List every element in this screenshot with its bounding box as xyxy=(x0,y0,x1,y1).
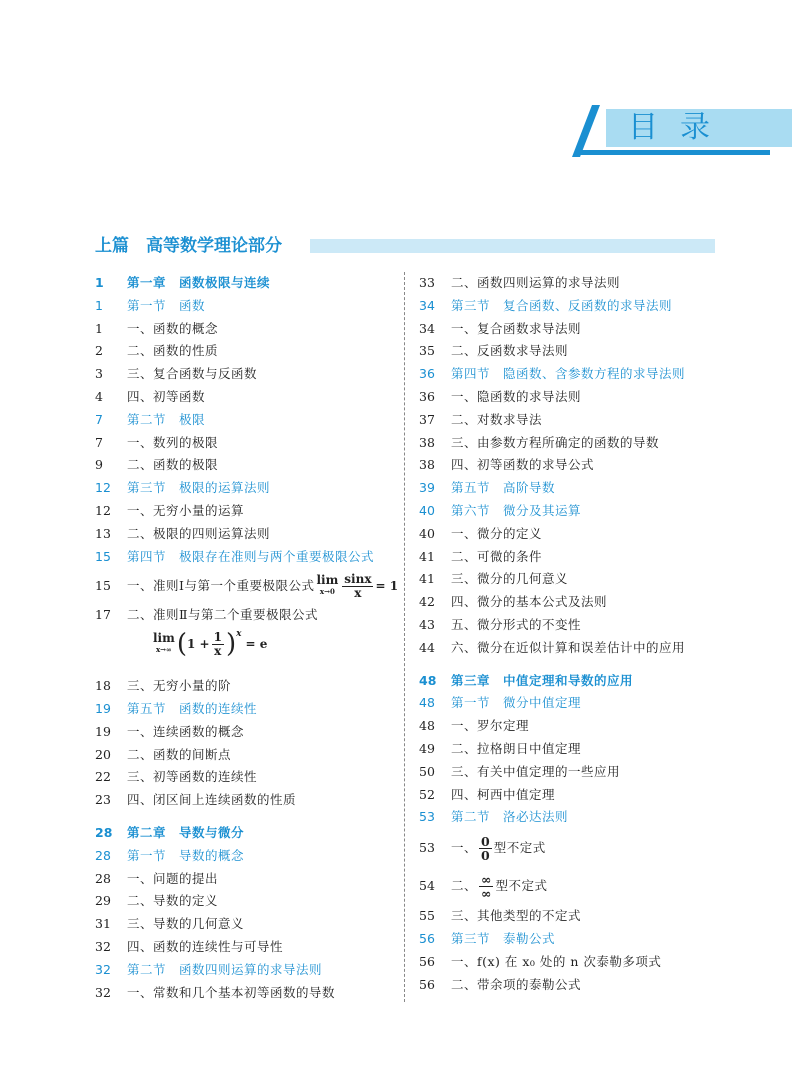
toc-page-number: 1 xyxy=(95,297,103,313)
toc-entry[interactable] xyxy=(419,829,719,867)
toc-entry-title: 二、函数四则运算的求导法则 xyxy=(451,275,621,290)
toc-entry[interactable] xyxy=(419,715,719,738)
toc-entry[interactable] xyxy=(95,386,395,409)
toc-entry-title: 一、数列的极限 xyxy=(127,434,219,450)
limit-formula-2 xyxy=(95,627,395,675)
toc-entry-title: 四、函数的连续性与可导性 xyxy=(127,938,284,954)
fraction xyxy=(479,835,492,862)
toc-entry-title: 三、微分的几何意义 xyxy=(451,571,569,587)
toc-entry-title: 一、连续函数的概念 xyxy=(127,723,245,739)
toc-entry-title: 第五节 函数的连续性 xyxy=(127,700,258,716)
toc-entry-title: 第一节 导数的概念 xyxy=(127,847,245,863)
toc-entry[interactable] xyxy=(419,363,719,386)
toc-entry[interactable] xyxy=(95,477,395,500)
toc-entry[interactable] xyxy=(419,614,719,637)
toc-entry[interactable] xyxy=(419,318,719,341)
toc-entry[interactable] xyxy=(95,890,395,913)
toc-page-number: 43 xyxy=(419,616,435,632)
toc-entry-title: 六、微分在近似计算和误差估计中的应用 xyxy=(451,639,686,655)
toc-entry[interactable] xyxy=(419,974,719,997)
title-underline xyxy=(580,150,770,155)
toc-entry-title: 三、其他类型的不定式 xyxy=(451,908,582,924)
toc-entry-title: 二、函数的性质 xyxy=(127,343,219,359)
toc-page-number: 41 xyxy=(419,571,435,587)
toc-entry[interactable] xyxy=(419,784,719,807)
toc-page-number: 7 xyxy=(95,434,103,450)
toc-page-number: 19 xyxy=(95,723,111,739)
toc-entry-title: 一、无穷小量的运算 xyxy=(127,502,245,518)
toc-entry-title: 二、反函数求导法则 xyxy=(451,343,569,359)
toc-entry-title: 二、准则Ⅱ与第二个重要极限公式 xyxy=(127,607,318,623)
toc-entry[interactable] xyxy=(95,675,395,698)
limit-operator xyxy=(153,633,175,655)
toc-entry-title: 一、问题的提出 xyxy=(127,870,219,886)
toc-page-number: 32 xyxy=(95,961,111,977)
toc-page-number: 44 xyxy=(419,639,435,655)
toc-entry-title: 三、导数的几何意义 xyxy=(127,916,245,932)
toc-page-number: 20 xyxy=(95,746,111,762)
toc-entry-title: 一、f(x) 在 x₀ 处的 n 次泰勒多项式 xyxy=(451,953,662,969)
toc-entry-title: 第二节 洛必达法则 xyxy=(451,809,569,825)
toc-entry[interactable] xyxy=(95,295,395,318)
formula-exponent: x xyxy=(236,629,242,640)
toc-page-number: 40 xyxy=(419,502,435,518)
toc-entry[interactable] xyxy=(419,670,719,693)
limit-formula-1 xyxy=(316,568,398,604)
toc-page-number: 29 xyxy=(95,893,111,909)
toc-page-number: 40 xyxy=(419,525,435,541)
toc-entry-title: 一、准则Ⅰ与第一个重要极限公式 xyxy=(127,578,315,594)
toc-entry-title: 三、初等函数的连续性 xyxy=(127,769,258,785)
toc-page-number: 9 xyxy=(95,457,103,473)
toc-entry[interactable] xyxy=(95,822,395,845)
formula-term: 1 + xyxy=(186,637,210,652)
toc-entry[interactable] xyxy=(419,409,719,432)
toc-entry[interactable] xyxy=(419,905,719,928)
toc-entry-title: 一、复合函数求导法则 xyxy=(451,320,582,336)
toc-entry-title: 第一节 微分中值定理 xyxy=(451,695,582,711)
toc-entry-title: 二、对数求导法 xyxy=(451,411,543,427)
toc-page-number: 36 xyxy=(419,366,435,382)
column-divider xyxy=(404,272,405,1002)
toc-entry[interactable] xyxy=(95,318,395,341)
toc-page-number: 54 xyxy=(419,878,435,894)
toc-page-number: 53 xyxy=(419,809,435,825)
toc-page-number: 18 xyxy=(95,678,111,694)
toc-entry[interactable] xyxy=(95,340,395,363)
toc-column-left xyxy=(95,272,399,1004)
toc-page-number: 12 xyxy=(95,480,111,496)
toc-entry[interactable] xyxy=(419,738,719,761)
fraction-numerator: sinx xyxy=(344,571,372,586)
toc-page-number: 48 xyxy=(419,718,435,734)
toc-page-number: 34 xyxy=(419,320,435,336)
toc-entry-title: 二、带余项的泰勒公式 xyxy=(451,976,582,992)
toc-column-right xyxy=(419,272,719,996)
toc-page-number: 38 xyxy=(419,457,435,473)
toc-entry-title: 二、导数的定义 xyxy=(127,893,219,909)
toc-entry[interactable] xyxy=(95,272,395,295)
toc-page-number: 53 xyxy=(419,840,435,856)
limit-subscript: x→0 xyxy=(319,587,335,597)
fraction-numerator: 0 xyxy=(481,833,490,849)
toc-page-number: 34 xyxy=(419,297,435,313)
part-header xyxy=(95,234,715,258)
toc-entry[interactable] xyxy=(95,744,395,767)
toc-page-number: 36 xyxy=(419,388,435,404)
toc-entry-title: 第二章 导数与微分 xyxy=(127,824,245,840)
toc-entry[interactable] xyxy=(419,568,719,591)
toc-page-number: 19 xyxy=(95,700,111,716)
toc-page-number: 56 xyxy=(419,976,435,992)
limit-operator xyxy=(316,575,338,597)
toc-page-number: 32 xyxy=(95,938,111,954)
toc-page-number: 15 xyxy=(95,548,111,564)
toc-page-number: 48 xyxy=(419,672,437,688)
toc-entry[interactable] xyxy=(419,637,719,660)
toc-entry-title: 二、可微的条件 xyxy=(451,548,543,564)
toc-page-number: 28 xyxy=(95,847,111,863)
toc-page-number: 23 xyxy=(95,792,111,808)
toc-entry[interactable] xyxy=(95,721,395,744)
toc-entry-title: 第三节 泰勒公式 xyxy=(451,930,556,946)
left-paren-symbol: ( xyxy=(176,629,187,660)
toc-entry[interactable] xyxy=(95,432,395,455)
limit-formula-2-expression xyxy=(153,629,267,659)
toc-entry-title: 二、函数的间断点 xyxy=(127,746,232,762)
toc-page-number: 15 xyxy=(95,578,111,594)
toc-page-number: 28 xyxy=(95,870,111,886)
toc-page-number: 31 xyxy=(95,916,111,932)
toc-entry-title: 一、微分的定义 xyxy=(451,525,543,541)
toc-entry[interactable] xyxy=(419,386,719,409)
fraction-numerator: ∞ xyxy=(481,871,492,887)
toc-entry[interactable] xyxy=(95,454,395,477)
toc-entry-title: 一、 xyxy=(451,840,478,856)
formula-rhs: = 1 xyxy=(375,579,399,594)
toc-entry-title: 第一节 函数 xyxy=(127,297,206,313)
toc-entry[interactable] xyxy=(419,500,719,523)
toc-entry[interactable] xyxy=(95,766,395,789)
toc-entry-title: 一、罗尔定理 xyxy=(451,718,530,734)
toc-page-number: 17 xyxy=(95,607,111,623)
toc-page-number: 33 xyxy=(419,275,435,290)
toc-entry-title: 第三章 中值定理和导数的应用 xyxy=(451,672,634,688)
toc-entry[interactable] xyxy=(419,761,719,784)
toc-page-number: 37 xyxy=(419,411,435,427)
toc-page-number: 2 xyxy=(95,343,103,359)
toc-entry-title-suffix: 型不定式 xyxy=(495,878,548,894)
right-paren-symbol: ) xyxy=(225,629,237,660)
toc-entry-title: 四、初等函数 xyxy=(127,388,206,404)
toc-entry-title: 第二节 函数四则运算的求导法则 xyxy=(127,961,323,977)
fraction-numerator: 1 xyxy=(213,629,222,644)
toc-page-number: 12 xyxy=(95,502,111,518)
toc-title xyxy=(572,103,792,158)
toc-entry[interactable] xyxy=(419,523,719,546)
toc-entry-title: 四、初等函数的求导公式 xyxy=(451,457,595,473)
toc-page-number: 38 xyxy=(419,434,435,450)
toc-entry[interactable] xyxy=(95,982,395,1005)
toc-entry-title: 第四节 隐函数、含参数方程的求导法则 xyxy=(451,366,686,382)
toc-entry-title: 二、函数的极限 xyxy=(127,457,219,473)
toc-entry[interactable] xyxy=(419,272,719,295)
toc-entry[interactable] xyxy=(95,363,395,386)
toc-page-number: 48 xyxy=(419,695,435,711)
toc-entry[interactable] xyxy=(419,546,719,569)
toc-page-number: 52 xyxy=(419,786,435,802)
toc-entry-title: 第一章 函数极限与连续 xyxy=(127,275,271,290)
toc-entry[interactable] xyxy=(95,698,395,721)
toc-entry[interactable] xyxy=(419,477,719,500)
toc-entry[interactable] xyxy=(419,432,719,455)
toc-entry-title: 四、微分的基本公式及法则 xyxy=(451,594,608,610)
toc-entry[interactable] xyxy=(95,409,395,432)
toc-entry-title: 一、函数的概念 xyxy=(127,320,219,336)
toc-entry-title: 三、有关中值定理的一些应用 xyxy=(451,763,621,779)
toc-page-number: 49 xyxy=(419,740,435,756)
fraction-denominator: x xyxy=(354,585,362,600)
limit-symbol: lim xyxy=(316,573,339,588)
toc-page-number: 41 xyxy=(419,548,435,564)
toc-entry[interactable] xyxy=(95,789,395,812)
toc-entry[interactable] xyxy=(419,867,719,905)
toc-entry[interactable] xyxy=(95,959,395,982)
fraction xyxy=(342,573,373,600)
toc-entry[interactable] xyxy=(419,806,719,829)
toc-page-number: 50 xyxy=(419,763,435,779)
fraction-denominator: ∞ xyxy=(481,885,492,901)
toc-page-number: 1 xyxy=(95,320,103,336)
toc-entry-title-suffix: 型不定式 xyxy=(493,840,546,856)
limit-symbol: lim xyxy=(153,631,175,646)
toc-entry[interactable] xyxy=(95,868,395,891)
toc-entry[interactable] xyxy=(95,936,395,959)
toc-entry[interactable] xyxy=(95,845,395,868)
fraction-denominator: 0 xyxy=(481,847,490,863)
toc-entry[interactable] xyxy=(95,568,399,604)
toc-page-number: 1 xyxy=(95,275,104,290)
toc-entry[interactable] xyxy=(419,692,719,715)
toc-entry[interactable] xyxy=(419,340,719,363)
toc-entry-title: 第三节 复合函数、反函数的求导法则 xyxy=(451,297,673,313)
toc-entry[interactable] xyxy=(95,913,395,936)
toc-entry[interactable] xyxy=(95,500,395,523)
toc-entry-title: 二、极限的四则运算法则 xyxy=(127,525,271,541)
toc-entry-title: 二、 xyxy=(451,878,478,894)
toc-page-number: 22 xyxy=(95,769,111,785)
toc-page-number: 39 xyxy=(419,480,435,496)
toc-entry[interactable] xyxy=(419,295,719,318)
toc-page-number: 4 xyxy=(95,388,103,404)
toc-entry-title: 第五节 高阶导数 xyxy=(451,480,556,496)
toc-entry-title: 第三节 极限的运算法则 xyxy=(127,480,271,496)
toc-page-number: 32 xyxy=(95,984,111,1000)
toc-entry-title: 第六节 微分及其运算 xyxy=(451,502,582,518)
toc-entry-title: 一、常数和几个基本初等函数的导数 xyxy=(127,984,336,1000)
toc-entry-title: 四、闭区间上连续函数的性质 xyxy=(127,792,297,808)
toc-page-number: 42 xyxy=(419,594,435,610)
toc-entry-title: 第四节 极限存在准则与两个重要极限公式 xyxy=(127,548,375,564)
toc-entry-title: 五、微分形式的不变性 xyxy=(451,616,582,632)
toc-entry[interactable] xyxy=(419,928,719,951)
fraction xyxy=(212,631,224,658)
toc-entry-title: 三、无穷小量的阶 xyxy=(127,678,232,694)
toc-page-number: 35 xyxy=(419,343,435,359)
toc-entry-title: 三、由参数方程所确定的函数的导数 xyxy=(451,434,660,450)
toc-entry[interactable] xyxy=(419,591,719,614)
toc-entry[interactable] xyxy=(95,523,395,546)
toc-page-number: 7 xyxy=(95,411,103,427)
toc-page-number: 3 xyxy=(95,366,103,382)
toc-entry-title: 第二节 极限 xyxy=(127,411,206,427)
toc-entry-title: 四、柯西中值定理 xyxy=(451,786,556,802)
toc-page-number: 56 xyxy=(419,930,435,946)
toc-page-number: 28 xyxy=(95,824,113,840)
fraction-denominator: x xyxy=(214,643,222,658)
part-title: 上篇 高等数学理论部分 xyxy=(95,236,282,256)
formula-rhs: = e xyxy=(245,637,268,652)
toc-entry-title: 三、复合函数与反函数 xyxy=(127,366,258,382)
fraction xyxy=(479,873,493,900)
toc-entry-title: 一、隐函数的求导法则 xyxy=(451,388,582,404)
toc-page-number: 13 xyxy=(95,525,111,541)
limit-subscript: x→∞ xyxy=(155,645,172,655)
toc-entry[interactable] xyxy=(419,951,719,974)
toc-page-number: 56 xyxy=(419,953,435,969)
toc-entry[interactable] xyxy=(95,546,395,569)
toc-entry[interactable] xyxy=(419,454,719,477)
toc-page-number: 55 xyxy=(419,908,435,924)
page-title: 目录 xyxy=(606,109,792,147)
toc-entry[interactable] xyxy=(95,604,395,627)
part-header-bar xyxy=(310,239,715,253)
toc-entry-title: 二、拉格朗日中值定理 xyxy=(451,740,582,756)
